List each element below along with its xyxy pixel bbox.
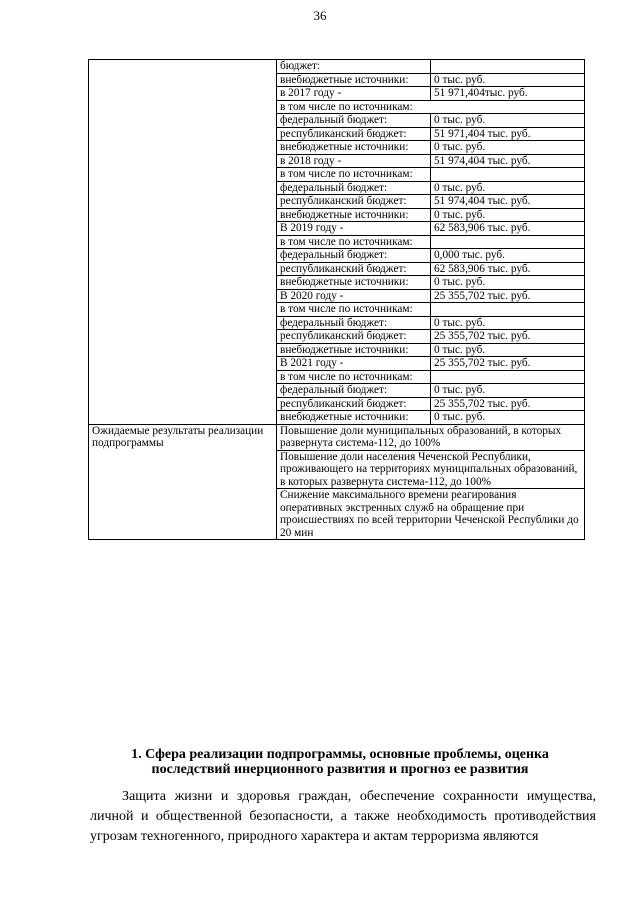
cell-label: в 2018 году - [277,154,431,168]
cell-label: внебюджетные источники: [277,276,431,290]
cell-label: федеральный бюджет: [277,181,431,195]
cell-label: республиканский бюджет: [277,262,431,276]
cell-label: внебюджетные источники: [277,208,431,222]
cell-label: республиканский бюджет: [277,330,431,344]
cell-label: бюджет: [277,60,431,74]
cell-label: В 2019 году - [277,222,431,236]
cell-label: республиканский бюджет: [277,127,431,141]
cell-label: внебюджетные источники: [277,411,431,425]
cell-value: 0 тыс. руб. [431,316,585,330]
cell-label: в том числе по источникам: [277,235,431,249]
cell-value: 0 тыс. руб. [431,114,585,128]
cell-value: 0 тыс. руб. [431,208,585,222]
cell-label: внебюджетные источники: [277,141,431,155]
cell-label: в том числе по источникам: [277,100,585,114]
cell-value: 0 тыс. руб. [431,343,585,357]
cell-label: в том числе по источникам: [277,370,431,384]
result-text: Повышение доли населения Чеченской Республики, проживающего на территориях муниципальных образований, в которых развернута система-112, до 100% [277,450,585,489]
cell-value: 0 тыс. руб. [431,411,585,425]
section-paragraph: Защита жизни и здоровья граждан, обеспечение сохранности имущества, личной и общественной безопасности, а также необходимость противодействия угрозам техногенного, природного характера и актам терроризма являются [90,789,596,844]
results-label: Ожидаемые результаты реализации подпрограммы [89,424,277,540]
cell-value: 0 тыс. руб. [431,73,585,87]
cell-value: 0,000 тыс. руб. [431,249,585,263]
cell-label: республиканский бюджет: [277,195,431,209]
cell-value: 51 971,404тыс. руб. [431,87,585,101]
cell-value [431,303,585,317]
cell-value: 62 583,906 тыс. руб. [431,262,585,276]
cell-label: в 2017 году - [277,87,431,101]
result-text: Снижение максимального времени реагирования оперативных экстренных служб на обращение при происшествиях по всей территории Чеченской Республики до 20 мин [277,489,585,540]
cell-label: федеральный бюджет: [277,384,431,398]
cell-value: 0 тыс. руб. [431,384,585,398]
cell-value [431,60,585,74]
cell-value [431,235,585,249]
cell-value [431,168,585,182]
cell-value: 25 355,702 тыс. руб. [431,289,585,303]
cell-label: республиканский бюджет: [277,397,431,411]
cell-value: 51 974,404 тыс. руб. [431,195,585,209]
cell-label: В 2020 году - [277,289,431,303]
cell-label: федеральный бюджет: [277,316,431,330]
result-row [89,424,585,450]
cell-value: 25 355,702 тыс. руб. [431,330,585,344]
result-text: Повышение доли муниципальных образований, в которых развернута система-112, до 100% [277,424,585,450]
cell-value: 0 тыс. руб. [431,141,585,155]
page-number: 36 [313,8,327,23]
cell-value [431,370,585,384]
cell-label: федеральный бюджет: [277,114,431,128]
funding-row [89,60,585,74]
funding-label-cell [89,60,277,425]
cell-label: в том числе по источникам: [277,168,431,182]
cell-value: 51 971,404 тыс. руб. [431,127,585,141]
section-heading: 1. Сфера реализации подпрограммы, основные проблемы, оценка последствий инерционного развития и прогноз ее развития [131,747,549,777]
cell-label: в том числе по источникам: [277,303,431,317]
cell-label: внебюджетные источники: [277,73,431,87]
cell-value: 0 тыс. руб. [431,181,585,195]
cell-label: внебюджетные источники: [277,343,431,357]
cell-value: 25 355,702 тыс. руб. [431,397,585,411]
cell-value: 51 974,404 тыс. руб. [431,154,585,168]
cell-value: 62 583,906 тыс. руб. [431,222,585,236]
cell-label: В 2021 году - [277,357,431,371]
cell-label: федеральный бюджет: [277,249,431,263]
cell-value: 25 355,702 тыс. руб. [431,357,585,371]
funding-table [88,59,585,540]
cell-value: 0 тыс. руб. [431,276,585,290]
